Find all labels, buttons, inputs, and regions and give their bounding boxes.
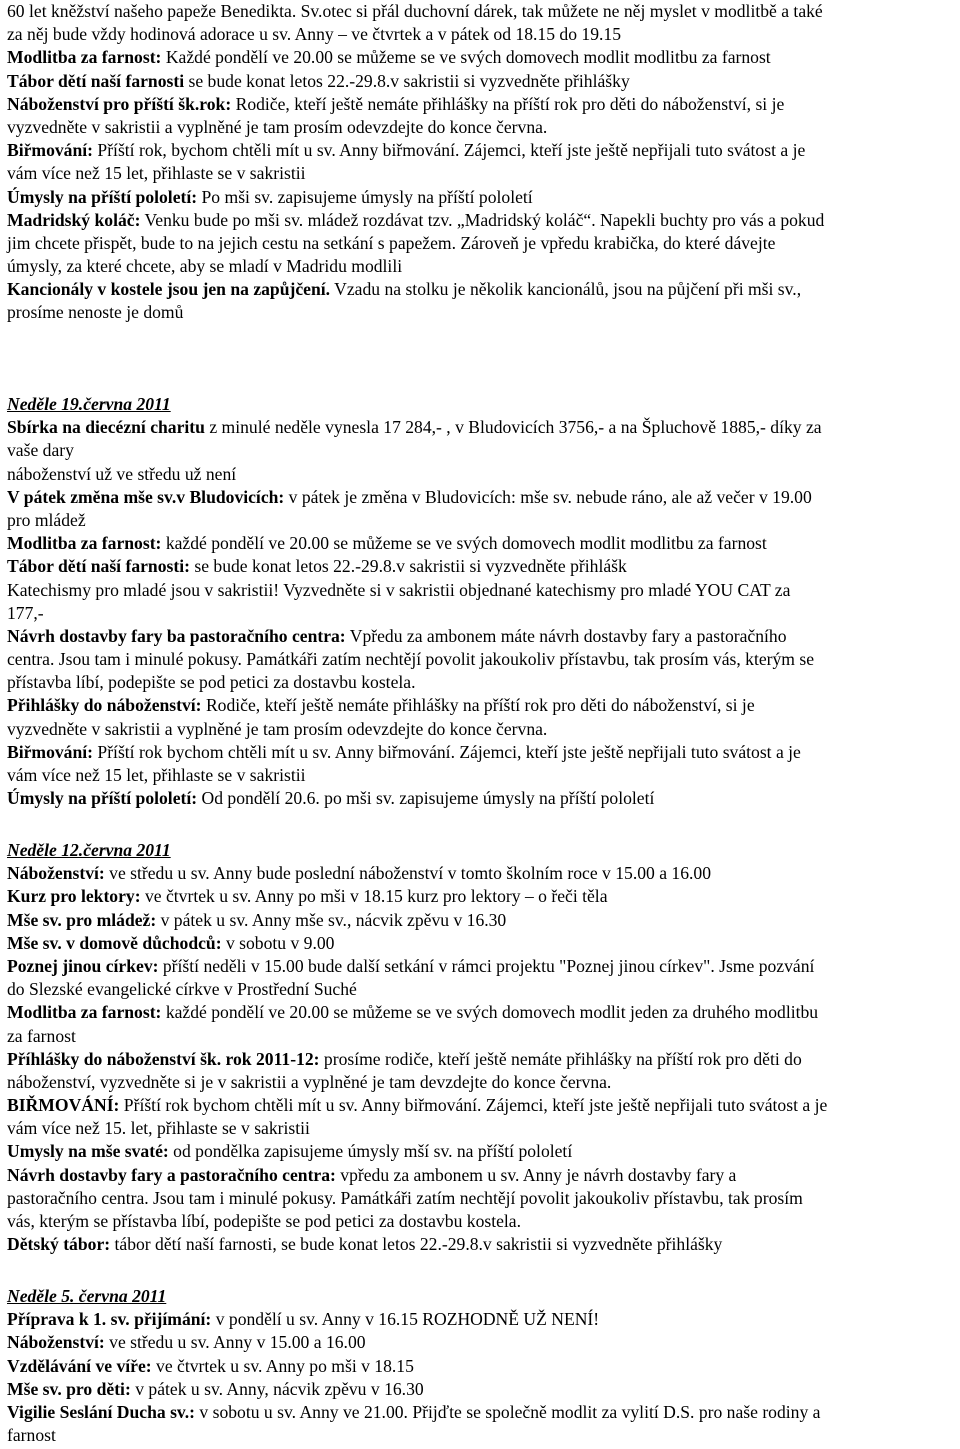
text-run: vám více než 15 let, přihlaste se v sakristii (7, 163, 306, 184)
text-line (7, 532, 957, 555)
text-run: vpředu za ambonem u sv. Anny je návrh dostavby fary a (335, 1164, 737, 1185)
text-run: jim chcete přispět, bude to na jejich cestu na setkání s papežem. Zároveň je vpředu krabička, do které dávejte (7, 232, 776, 253)
bold-label: Sbírka na diecézní charitu (7, 417, 205, 438)
announcements-section-5-june (7, 1285, 957, 1447)
text-line (7, 162, 957, 185)
text-line (7, 1424, 957, 1447)
text-run: náboženství, vyzvedněte si je v sakristii a vyplněné je tam devzdejte do konce června. (7, 1071, 612, 1092)
text-line (7, 1071, 957, 1094)
text-run: v pátek u sv. Anny mše sv., nácvik zpěvu v 16.30 (156, 909, 507, 930)
bold-label: Náboženství pro příští šk.rok: (7, 93, 232, 114)
text-line (7, 671, 957, 694)
text-line (7, 579, 957, 602)
bold-label: Úmysly na příští pololetí: (7, 186, 198, 207)
bold-label: Úmysly na příští pololetí: (7, 788, 198, 809)
text-run: Venku bude po mši sv. mládež rozdávat tzv. „Madridský koláč“. Napekli buchty pro vás a pokud (140, 209, 825, 230)
text-line (7, 416, 957, 439)
bold-label: Kurz pro lektory: (7, 886, 141, 907)
announcements-section-1 (7, 0, 957, 325)
bold-label: Přihlášky do náboženství: (7, 695, 202, 716)
text-line (7, 909, 957, 932)
text-line (7, 301, 957, 324)
bold-label: Příprava k 1. sv. přijímání: (7, 1309, 212, 1330)
bold-label: Náboženství: (7, 863, 105, 884)
text-run: v pondělí u sv. Anny v 16.15 ROZHODNĚ UŽ NENÍ! (211, 1309, 600, 1330)
text-line (7, 116, 957, 139)
text-line (7, 625, 957, 648)
text-run: Po mši sv. zapisujeme úmysly na příští pololetí (197, 186, 533, 207)
bold-label: Poznej jinou církev: (7, 955, 159, 976)
bold-label: Příhlášky do náboženství šk. rok 2011-12: (7, 1048, 320, 1069)
bold-label: Modlitba za farnost: (7, 47, 162, 68)
bold-label: BIŘMOVÁNÍ: (7, 1095, 120, 1116)
text-line (7, 932, 957, 955)
text-run: centra. Jsou tam i minulé pokusy. Památkáři zatím nechtějí povolit jakoukoliv přístavbu, tak prosím vás, kterým se (7, 649, 815, 670)
text-line (7, 648, 957, 671)
text-line (7, 787, 957, 810)
text-line (7, 70, 957, 93)
text-run: každé pondělí ve 20.00 se můžeme se ve svých domovech modlit modlitbu za farnost (161, 533, 767, 554)
bold-label: Biřmování: (7, 140, 94, 161)
bold-label: Návrh dostavby fary a pastoračního centra: (7, 1164, 336, 1185)
text-run: vám více než 15. let, přihlaste se v sakristii (7, 1118, 310, 1139)
bold-label: Modlitba za farnost: (7, 533, 162, 554)
text-run: ve čtvrtek u sv. Anny po mši v 18.15 (151, 1355, 414, 1376)
section-heading: Neděle 19.června 2011 (7, 394, 171, 414)
text-run: 60 let kněžství našeho papeže Benedikta. Sv.otec si přál duchovní dárek, tak můžete ne něj myslet v modlitbě a také (7, 1, 823, 21)
text-line (7, 139, 957, 162)
announcements-section-19-june (7, 393, 957, 810)
bold-label: Mše sv. pro mládež: (7, 909, 157, 930)
text-run: Od pondělí 20.6. po mši sv. zapisujeme úmysly na příští pololetí (197, 788, 655, 809)
text-line (7, 1308, 957, 1331)
text-line (7, 955, 957, 978)
text-line (7, 1210, 957, 1233)
text-run: vyzvedněte v sakristii a vyplněné je tam prosím odevzdejte do konce června. (7, 718, 548, 739)
text-line (7, 862, 957, 885)
text-line (7, 0, 957, 23)
text-run: se bude konat letos 22.-29.8.v sakristii si vyzvedněte přihlášky (184, 70, 630, 91)
text-run: náboženství už ve středu už není (7, 463, 237, 484)
text-run: úmysly, za které chcete, aby se mladí v Madridu modlili (7, 256, 403, 277)
bold-label: Biřmování: (7, 741, 94, 762)
text-line (7, 1331, 957, 1354)
text-line (7, 1233, 957, 1256)
text-line (7, 1001, 957, 1024)
bold-label: Náboženství: (7, 1332, 105, 1353)
section-heading: Neděle 5. června 2011 (7, 1286, 167, 1306)
text-line (7, 1025, 957, 1048)
text-line (7, 885, 957, 908)
text-line (7, 978, 957, 1001)
text-line (7, 555, 957, 578)
text-run: Příští rok, bychom chtěli mít u sv. Anny biřmování. Zájemci, kteří jste ještě nepřijali tuto svátost a je (93, 140, 806, 161)
text-run: Každé pondělí ve 20.00 se můžeme se ve svých domovech modlit modlitbu za farnost (161, 47, 771, 68)
bold-label: Madridský koláč: (7, 209, 141, 230)
text-line (7, 1187, 957, 1210)
bold-label: Modlitba za farnost: (7, 1002, 162, 1023)
text-line (7, 439, 957, 462)
text-line (7, 232, 957, 255)
text-line (7, 764, 957, 787)
text-line (7, 463, 957, 486)
text-line (7, 186, 957, 209)
text-run: Rodiče, kteří ještě nemáte přihlášky na příští rok pro děti do náboženství, si je (201, 695, 755, 716)
bold-label: Mše sv. v domově důchodců: (7, 932, 222, 953)
section-heading: Neděle 12.června 2011 (7, 840, 171, 860)
bold-label: Tábor dětí naší farnosti: (7, 556, 190, 577)
text-line (7, 741, 957, 764)
text-line (7, 1355, 957, 1378)
text-run: do Slezské evangelické církve v Prostřední Suché (7, 979, 357, 1000)
section-body (7, 416, 957, 810)
text-run: každé pondělí ve 20.00 se můžeme se ve svých domovech modlit jeden za druhého modlitbu (161, 1002, 819, 1023)
text-line (7, 1117, 957, 1140)
section-body (7, 1308, 957, 1447)
text-line (7, 1048, 957, 1071)
bold-label: Návrh dostavby fary ba pastoračního centra: (7, 625, 346, 646)
bold-label: Dětský tábor: (7, 1234, 111, 1255)
bold-label: Vzdělávání ve víře: (7, 1355, 152, 1376)
text-run: vás, kterým se přístavba líbí, podepište se pod petici za dostavbu kostela. (7, 1211, 522, 1231)
text-line (7, 46, 957, 69)
bold-label: Umysly na mše svaté: (7, 1141, 169, 1162)
text-run: v sobotu v 9.00 (221, 932, 335, 953)
text-line (7, 209, 957, 232)
text-run: ve středu u sv. Anny bude poslední náboženství v tomto školním roce v 15.00 a 16.00 (104, 863, 712, 884)
text-line (7, 694, 957, 717)
text-line (7, 1094, 957, 1117)
text-line (7, 1378, 957, 1401)
text-run: za něj bude vždy hodinová adorace u sv. Anny – ve čtvrtek a v pátek od 18.15 do 19.15 (7, 24, 621, 45)
section-body (7, 862, 957, 1256)
text-run: Příští rok bychom chtěli mít u sv. Anny biřmování. Zájemci, kteří jste ještě nepřijali tuto svátost a je (119, 1095, 828, 1116)
text-run: pastoračního centra. Jsou tam i minulé pokusy. Památkáři zatím nechtějí povolit jakoukoliv přístavbu, tak prosím (7, 1187, 803, 1208)
text-run: 177,- (7, 602, 44, 623)
text-run: v sobotu u sv. Anny ve 21.00. Přijďte se společně modlit za vylití D.S. pro naše rodiny a (195, 1401, 821, 1422)
text-run: prosíme nenoste je domů (7, 302, 184, 323)
bold-label: Tábor dětí naší farnosti (7, 70, 185, 91)
text-line (7, 509, 957, 532)
text-run: ve čtvrtek u sv. Anny po mši v 18.15 kurz pro lektory – o řeči těla (140, 886, 608, 907)
bold-label: Vigilie Seslání Ducha sv.: (7, 1401, 196, 1422)
text-run: přístavba líbí, podepište se pod petici za dostavbu kostela. (7, 672, 416, 693)
text-run: Vpředu za ambonem máte návrh dostavby fary a pastoračního (345, 625, 787, 646)
text-line (7, 1140, 957, 1163)
text-line (7, 93, 957, 116)
text-run: Katechismy pro mladé jsou v sakristii! Vyzvedněte si v sakristii objednané katechismy pro mladé YOU CAT za (7, 579, 791, 600)
text-run: v pátek u sv. Anny, nácvik zpěvu v 16.30 (130, 1378, 424, 1399)
text-run: v pátek je změna v Bludovicích: mše sv. nebude ráno, ale až večer v 19.00 (284, 486, 812, 507)
text-line (7, 255, 957, 278)
announcements-section-12-june (7, 839, 957, 1256)
bold-label: Mše sv. pro děti: (7, 1378, 131, 1399)
text-run: Vzadu na stolku je několik kancionálů, jsou na půjčení při mši sv., (330, 279, 802, 300)
text-run: vaše dary (7, 440, 74, 461)
text-run: ve středu u sv. Anny v 15.00 a 16.00 (104, 1332, 366, 1353)
text-line (7, 718, 957, 741)
text-run: Příští rok bychom chtěli mít u sv. Anny biřmování. Zájemci, kteří jste ještě nepřijali tuto svátost a je (93, 741, 801, 762)
text-run: prosíme rodiče, kteří ještě nemáte přihlášky na příští rok pro děti do (319, 1048, 802, 1069)
text-line (7, 486, 957, 509)
text-run: tábor dětí naší farnosti, se bude konat letos 22.-29.8.v sakristii si vyzvedněte přihlášky (110, 1234, 723, 1255)
text-run: farnost (7, 1425, 56, 1446)
text-run: příští neděli v 15.00 bude další setkání v rámci projektu "Poznej jinou církev". Jsme pozvání (158, 955, 815, 976)
text-run: vyzvedněte v sakristii a vyplněné je tam prosím odevzdejte do konce června. (7, 116, 548, 137)
bold-label: Kancionály v kostele jsou jen na zapůjčení. (7, 279, 331, 300)
text-run: pro mládež (7, 509, 86, 530)
text-line (7, 602, 957, 625)
text-line (7, 1401, 957, 1424)
text-run: z minulé neděle vynesla 17 284,- , v Bludovicích 3756,- a na Špluchově 1885,- díky za (204, 417, 822, 438)
text-run: vám více než 15 let, přihlaste se v sakristii (7, 765, 306, 785)
text-line (7, 23, 957, 46)
bold-label: V pátek změna mše sv.v Bludovicích: (7, 486, 285, 507)
text-run: od pondělka zapisujeme úmysly mší sv. na příští pololetí (168, 1141, 573, 1162)
text-run: se bude konat letos 22.-29.8.v sakristii si vyzvedněte přihlášk (189, 556, 627, 577)
text-line (7, 278, 957, 301)
text-line (7, 1164, 957, 1187)
text-run: Rodiče, kteří ještě nemáte přihlášky na příští rok pro děti do náboženství, si je (231, 93, 785, 114)
text-run: za farnost (7, 1025, 76, 1046)
